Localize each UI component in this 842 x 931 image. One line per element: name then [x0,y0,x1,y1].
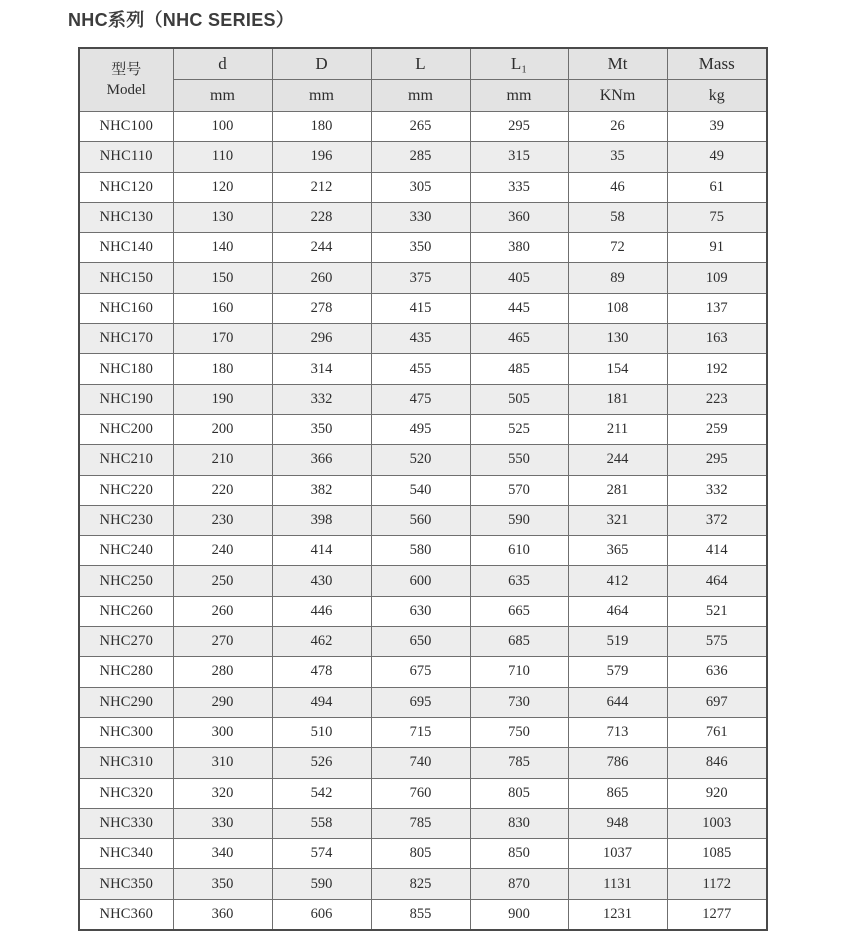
column-header-L1: L₁ [470,48,568,80]
model-cell: NHC180 [79,354,173,384]
value-cell: 1131 [568,869,667,899]
table-row [79,899,767,930]
unit-header-Mass: kg [667,80,767,112]
model-cell: NHC230 [79,505,173,535]
value-cell: 140 [173,233,272,263]
value-cell: 330 [371,202,470,232]
value-cell: 230 [173,505,272,535]
model-cell: NHC310 [79,748,173,778]
value-cell: 110 [173,142,272,172]
value-cell: 372 [667,505,767,535]
value-cell: 281 [568,475,667,505]
value-cell: 1037 [568,839,667,869]
value-cell: 360 [470,202,568,232]
value-cell: 109 [667,263,767,293]
value-cell: 855 [371,899,470,930]
value-cell: 211 [568,414,667,444]
unit-header-Mt: KNm [568,80,667,112]
unit-header-d: mm [173,80,272,112]
table-row [79,505,767,535]
value-cell: 170 [173,324,272,354]
table-row [79,293,767,323]
table-row [79,566,767,596]
value-cell: 526 [272,748,371,778]
table-row [79,172,767,202]
value-cell: 350 [272,414,371,444]
nhc-spec-table [78,47,768,931]
value-cell: 495 [371,414,470,444]
model-cell: NHC330 [79,808,173,838]
value-cell: 330 [173,808,272,838]
value-cell: 575 [667,627,767,657]
value-cell: 1172 [667,869,767,899]
value-cell: 805 [470,778,568,808]
value-cell: 685 [470,627,568,657]
value-cell: 295 [470,112,568,142]
value-cell: 305 [371,172,470,202]
value-cell: 100 [173,112,272,142]
value-cell: 710 [470,657,568,687]
value-cell: 786 [568,748,667,778]
model-cell: NHC160 [79,293,173,323]
value-cell: 510 [272,717,371,747]
model-cell: NHC100 [79,112,173,142]
value-cell: 600 [371,566,470,596]
value-cell: 314 [272,354,371,384]
value-cell: 49 [667,142,767,172]
value-cell: 75 [667,202,767,232]
table-row [79,384,767,414]
value-cell: 455 [371,354,470,384]
value-cell: 900 [470,899,568,930]
value-cell: 525 [470,414,568,444]
value-cell: 320 [173,778,272,808]
value-cell: 558 [272,808,371,838]
value-cell: 382 [272,475,371,505]
table-row [79,233,767,263]
value-cell: 196 [272,142,371,172]
value-cell: 280 [173,657,272,687]
value-cell: 606 [272,899,371,930]
table-row [79,414,767,444]
value-cell: 365 [568,536,667,566]
value-cell: 590 [272,869,371,899]
value-cell: 405 [470,263,568,293]
value-cell: 713 [568,717,667,747]
table-row [79,445,767,475]
value-cell: 200 [173,414,272,444]
value-cell: 830 [470,808,568,838]
value-cell: 750 [470,717,568,747]
value-cell: 505 [470,384,568,414]
value-cell: 430 [272,566,371,596]
value-cell: 58 [568,202,667,232]
model-header-cn: 型号 [111,62,142,78]
value-cell: 130 [173,202,272,232]
model-cell: NHC190 [79,384,173,414]
value-cell: 785 [371,808,470,838]
value-cell: 446 [272,596,371,626]
value-cell: 366 [272,445,371,475]
value-cell: 296 [272,324,371,354]
value-cell: 610 [470,536,568,566]
table-row [79,627,767,657]
table-header [79,48,767,112]
model-header-cell [79,48,173,112]
unit-header-L: mm [371,80,470,112]
value-cell: 630 [371,596,470,626]
value-cell: 61 [667,172,767,202]
value-cell: 360 [173,899,272,930]
value-cell: 244 [272,233,371,263]
value-cell: 414 [667,536,767,566]
value-cell: 380 [470,233,568,263]
value-cell: 920 [667,778,767,808]
value-cell: 870 [470,869,568,899]
value-cell: 415 [371,293,470,323]
value-cell: 570 [470,475,568,505]
value-cell: 398 [272,505,371,535]
value-cell: 332 [272,384,371,414]
value-cell: 475 [371,384,470,414]
value-cell: 181 [568,384,667,414]
value-cell: 137 [667,293,767,323]
value-cell: 154 [568,354,667,384]
value-cell: 494 [272,687,371,717]
model-cell: NHC110 [79,142,173,172]
table-row [79,748,767,778]
column-header-D: D [272,48,371,80]
value-cell: 130 [568,324,667,354]
value-cell: 697 [667,687,767,717]
value-cell: 150 [173,263,272,293]
table-row [79,869,767,899]
column-header-Mt: Mt [568,48,667,80]
value-cell: 550 [470,445,568,475]
value-cell: 310 [173,748,272,778]
value-cell: 72 [568,233,667,263]
value-cell: 464 [667,566,767,596]
value-cell: 321 [568,505,667,535]
table-row [79,263,767,293]
column-header-d: d [173,48,272,80]
value-cell: 160 [173,293,272,323]
value-cell: 1231 [568,899,667,930]
value-cell: 220 [173,475,272,505]
model-cell: NHC290 [79,687,173,717]
value-cell: 462 [272,627,371,657]
value-cell: 192 [667,354,767,384]
value-cell: 335 [470,172,568,202]
value-cell: 636 [667,657,767,687]
value-cell: 580 [371,536,470,566]
value-cell: 542 [272,778,371,808]
model-cell: NHC170 [79,324,173,354]
value-cell: 350 [173,869,272,899]
model-cell: NHC300 [79,717,173,747]
model-cell: NHC320 [79,778,173,808]
value-cell: 91 [667,233,767,263]
model-cell: NHC120 [79,172,173,202]
value-cell: 1277 [667,899,767,930]
value-cell: 259 [667,414,767,444]
value-cell: 478 [272,657,371,687]
value-cell: 948 [568,808,667,838]
value-cell: 26 [568,112,667,142]
value-cell: 445 [470,293,568,323]
value-cell: 644 [568,687,667,717]
model-cell: NHC210 [79,445,173,475]
value-cell: 163 [667,324,767,354]
value-cell: 520 [371,445,470,475]
value-cell: 805 [371,839,470,869]
value-cell: 519 [568,627,667,657]
value-cell: 865 [568,778,667,808]
value-cell: 464 [568,596,667,626]
value-cell: 846 [667,748,767,778]
value-cell: 521 [667,596,767,626]
model-header-en: Model [106,82,146,98]
value-cell: 285 [371,142,470,172]
table-row [79,475,767,505]
value-cell: 46 [568,172,667,202]
value-cell: 760 [371,778,470,808]
model-cell: NHC240 [79,536,173,566]
value-cell: 212 [272,172,371,202]
table-row [79,808,767,838]
value-cell: 278 [272,293,371,323]
page-title: NHC系列（NHC SERIES） [68,10,295,30]
column-header-L: L [371,48,470,80]
model-cell: NHC270 [79,627,173,657]
value-cell: 740 [371,748,470,778]
value-cell: 210 [173,445,272,475]
value-cell: 250 [173,566,272,596]
value-cell: 761 [667,717,767,747]
value-cell: 350 [371,233,470,263]
model-cell: NHC360 [79,899,173,930]
value-cell: 260 [272,263,371,293]
value-cell: 120 [173,172,272,202]
value-cell: 260 [173,596,272,626]
model-cell: NHC140 [79,233,173,263]
value-cell: 665 [470,596,568,626]
value-cell: 1085 [667,839,767,869]
value-cell: 190 [173,384,272,414]
model-cell: NHC350 [79,869,173,899]
value-cell: 270 [173,627,272,657]
table-row [79,657,767,687]
model-cell: NHC150 [79,263,173,293]
value-cell: 412 [568,566,667,596]
value-cell: 180 [173,354,272,384]
value-cell: 650 [371,627,470,657]
table-row [79,596,767,626]
model-cell: NHC130 [79,202,173,232]
table-row [79,839,767,869]
model-cell: NHC340 [79,839,173,869]
value-cell: 715 [371,717,470,747]
value-cell: 675 [371,657,470,687]
model-cell: NHC250 [79,566,173,596]
value-cell: 240 [173,536,272,566]
value-cell: 295 [667,445,767,475]
table-row [79,536,767,566]
value-cell: 180 [272,112,371,142]
value-cell: 435 [371,324,470,354]
value-cell: 785 [470,748,568,778]
value-cell: 340 [173,839,272,869]
unit-header-D: mm [272,80,371,112]
table-row [79,112,767,142]
value-cell: 635 [470,566,568,596]
value-cell: 39 [667,112,767,142]
model-cell: NHC280 [79,657,173,687]
table-row [79,778,767,808]
value-cell: 590 [470,505,568,535]
value-cell: 560 [371,505,470,535]
value-cell: 300 [173,717,272,747]
table-row [79,717,767,747]
table-row [79,142,767,172]
table-row [79,687,767,717]
value-cell: 579 [568,657,667,687]
value-cell: 223 [667,384,767,414]
value-cell: 89 [568,263,667,293]
value-cell: 850 [470,839,568,869]
value-cell: 695 [371,687,470,717]
value-cell: 730 [470,687,568,717]
model-cell: NHC200 [79,414,173,444]
value-cell: 108 [568,293,667,323]
model-cell: NHC220 [79,475,173,505]
value-cell: 825 [371,869,470,899]
table-row [79,354,767,384]
value-cell: 228 [272,202,371,232]
value-cell: 290 [173,687,272,717]
value-cell: 540 [371,475,470,505]
column-header-Mass: Mass [667,48,767,80]
table-row [79,202,767,232]
value-cell: 485 [470,354,568,384]
value-cell: 315 [470,142,568,172]
value-cell: 465 [470,324,568,354]
value-cell: 1003 [667,808,767,838]
value-cell: 375 [371,263,470,293]
unit-header-L1: mm [470,80,568,112]
header-row-units [79,80,767,112]
value-cell: 244 [568,445,667,475]
value-cell: 332 [667,475,767,505]
model-cell: NHC260 [79,596,173,626]
value-cell: 35 [568,142,667,172]
table-row [79,324,767,354]
value-cell: 414 [272,536,371,566]
value-cell: 574 [272,839,371,869]
header-row-names [79,48,767,80]
value-cell: 265 [371,112,470,142]
table-body [79,112,767,931]
